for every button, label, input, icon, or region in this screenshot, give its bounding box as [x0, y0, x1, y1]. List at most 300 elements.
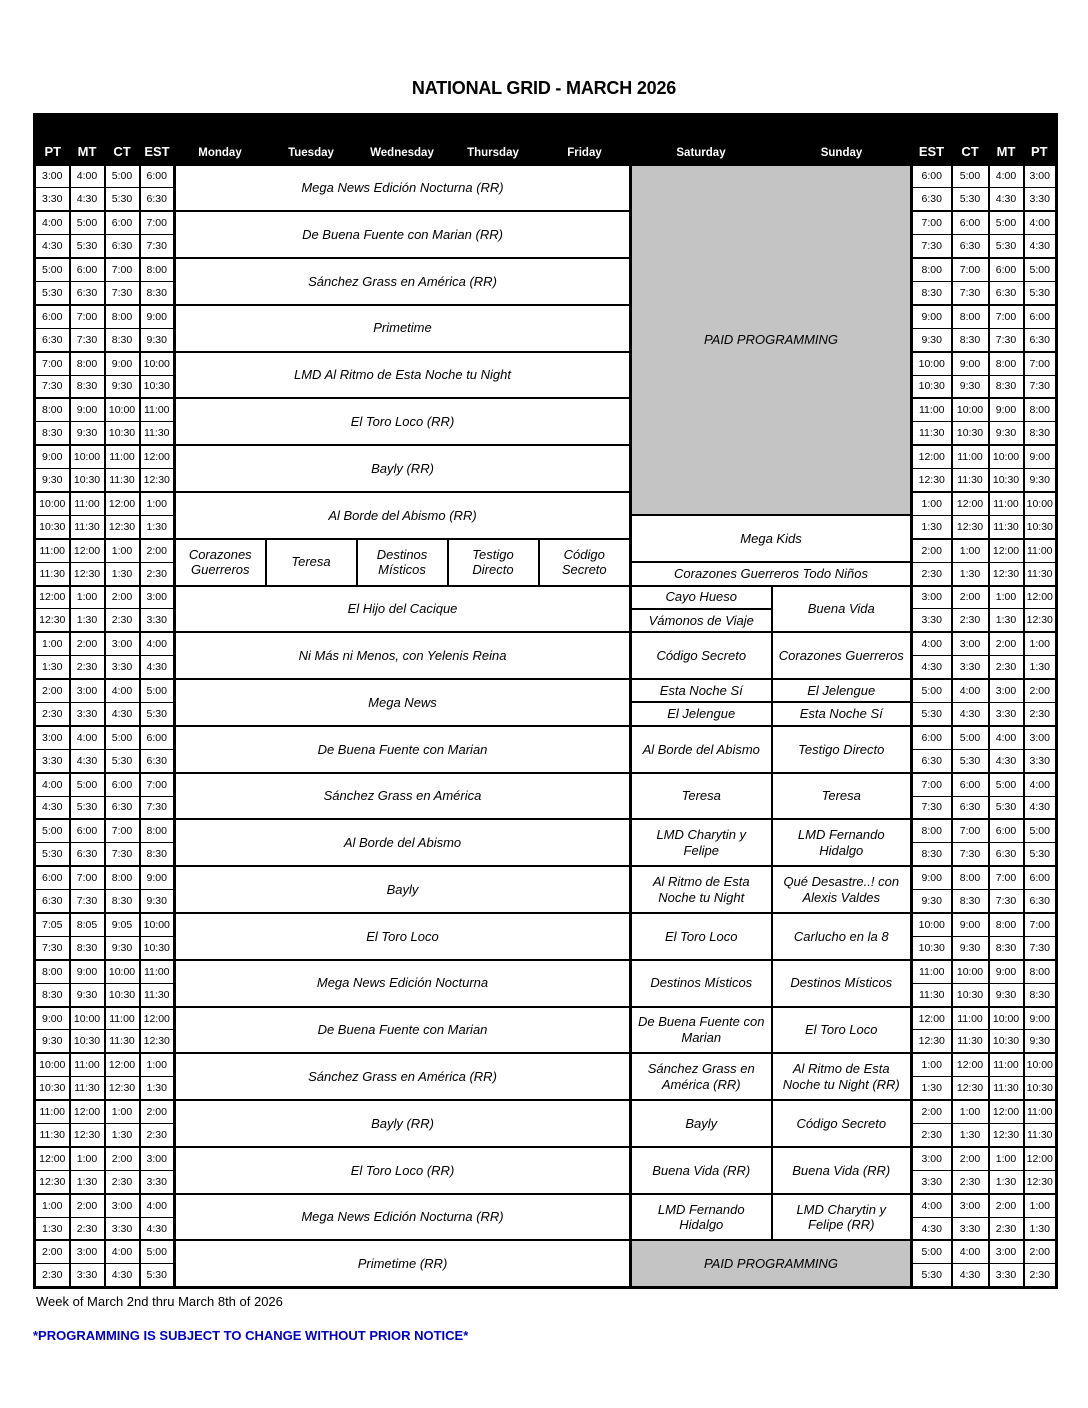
time-cell-left: 9:00: [140, 305, 175, 328]
time-cell-right: 1:00: [952, 1100, 989, 1123]
time-cell-left: 10:30: [70, 1030, 105, 1053]
time-cell-left: 1:30: [140, 1077, 175, 1100]
time-cell-right: 9:00: [952, 352, 989, 375]
time-cell-right: 6:30: [1024, 890, 1057, 913]
time-cell-right: 12:00: [912, 1007, 952, 1030]
time-cell-right: 10:00: [1024, 492, 1057, 515]
time-cell-left: 5:30: [105, 749, 140, 772]
time-cell-left: 11:00: [70, 492, 105, 515]
time-cell-left: 5:00: [140, 1240, 175, 1263]
time-cell-left: 6:30: [140, 749, 175, 772]
time-cell-right: 6:30: [989, 843, 1024, 866]
time-cell-right: 12:00: [989, 539, 1024, 562]
time-cell-right: 12:30: [1024, 609, 1057, 632]
time-cell-left: 5:30: [70, 796, 105, 819]
time-cell-left: 10:00: [105, 398, 140, 421]
time-cell-right: 11:00: [912, 398, 952, 421]
time-cell-left: 6:30: [105, 235, 140, 258]
time-cell-left: 4:00: [140, 1194, 175, 1217]
time-cell-left: 10:00: [35, 492, 70, 515]
time-cell-right: 7:00: [989, 866, 1024, 889]
time-cell-right: 4:30: [1024, 235, 1057, 258]
time-cell-left: 7:30: [105, 281, 140, 304]
time-cell-right: 5:00: [952, 165, 989, 188]
time-cell-left: 2:00: [105, 586, 140, 609]
time-cell-left: 8:00: [70, 352, 105, 375]
time-cell-right: 8:00: [912, 258, 952, 281]
time-cell-right: 4:00: [952, 679, 989, 702]
time-cell-left: 8:30: [140, 281, 175, 304]
header-est-left: EST: [140, 115, 175, 165]
time-cell-left: 1:00: [35, 1194, 70, 1217]
time-cell-left: 7:00: [70, 866, 105, 889]
time-cell-left: 11:30: [35, 562, 70, 585]
header-est-right: EST: [912, 115, 952, 165]
time-cell-left: 4:00: [140, 632, 175, 655]
program-cell-weekday: Bayly (RR): [175, 445, 631, 492]
time-cell-left: 11:00: [105, 1007, 140, 1030]
program-cell-weekend: Mega Kids: [631, 515, 912, 562]
time-cell-left: 7:30: [35, 936, 70, 959]
header-friday: Friday: [539, 115, 631, 165]
time-cell-left: 9:00: [105, 352, 140, 375]
time-cell-right: 5:00: [989, 773, 1024, 796]
time-cell-right: 8:30: [989, 936, 1024, 959]
header-tuesday: Tuesday: [266, 115, 357, 165]
time-cell-left: 8:00: [35, 398, 70, 421]
program-cell-weekday: Primetime (RR): [175, 1240, 631, 1287]
program-cell-sunday: LMD Charytin y Felipe (RR): [772, 1194, 912, 1241]
time-cell-right: 3:00: [1024, 726, 1057, 749]
time-cell-left: 4:30: [140, 656, 175, 679]
time-cell-right: 11:00: [912, 960, 952, 983]
change-notice: *PROGRAMMING IS SUBJECT TO CHANGE WITHOUT PRIOR NOTICE*: [33, 1328, 469, 1343]
time-cell-right: 2:00: [989, 632, 1024, 655]
time-cell-right: 9:00: [989, 398, 1024, 421]
time-cell-right: 2:30: [1024, 1264, 1057, 1287]
time-cell-left: 5:30: [35, 843, 70, 866]
time-cell-right: 5:30: [1024, 843, 1057, 866]
program-cell-weekday: Código Secreto: [539, 539, 631, 586]
time-cell-right: 6:00: [952, 773, 989, 796]
time-cell-left: 6:00: [70, 819, 105, 842]
time-cell-left: 1:30: [105, 562, 140, 585]
time-cell-right: 10:30: [952, 422, 989, 445]
time-cell-left: 7:00: [105, 258, 140, 281]
time-cell-right: 2:30: [952, 1170, 989, 1193]
time-cell-right: 10:00: [1024, 1053, 1057, 1076]
program-cell-saturday: Sánchez Grass en América (RR): [631, 1053, 772, 1100]
grid-row: [35, 773, 1057, 796]
time-cell-right: 1:00: [1024, 632, 1057, 655]
program-cell-weekend: Corazones Guerreros Todo Niños: [631, 562, 912, 585]
time-cell-left: 9:30: [70, 422, 105, 445]
time-cell-left: 7:30: [35, 375, 70, 398]
time-cell-left: 4:00: [70, 726, 105, 749]
time-cell-right: 5:30: [989, 796, 1024, 819]
time-cell-right: 4:00: [952, 1240, 989, 1263]
time-cell-left: 7:00: [140, 773, 175, 796]
grid-row: [35, 165, 1057, 188]
time-cell-right: 1:30: [912, 515, 952, 538]
time-cell-left: 1:00: [140, 1053, 175, 1076]
time-cell-left: 9:30: [140, 328, 175, 351]
time-cell-right: 2:30: [952, 609, 989, 632]
time-cell-left: 2:00: [140, 1100, 175, 1123]
time-cell-right: 3:00: [989, 679, 1024, 702]
time-cell-left: 2:30: [105, 609, 140, 632]
program-cell-saturday: El Toro Loco: [631, 913, 772, 960]
time-cell-left: 5:00: [105, 726, 140, 749]
time-cell-left: 6:00: [35, 305, 70, 328]
program-cell-saturday: Al Ritmo de Esta Noche tu Night: [631, 866, 772, 913]
time-cell-right: 10:00: [912, 913, 952, 936]
time-cell-right: 3:30: [912, 609, 952, 632]
time-cell-right: 6:00: [1024, 866, 1057, 889]
time-cell-left: 3:30: [140, 609, 175, 632]
time-cell-left: 5:30: [105, 188, 140, 211]
time-cell-left: 1:00: [70, 586, 105, 609]
time-cell-left: 3:00: [70, 1240, 105, 1263]
program-cell-sunday: LMD Fernando Hidalgo: [772, 819, 912, 866]
time-cell-right: 5:30: [952, 749, 989, 772]
program-cell-weekday: De Buena Fuente con Marian: [175, 1007, 631, 1054]
time-cell-left: 6:30: [70, 281, 105, 304]
time-cell-left: 7:00: [140, 211, 175, 234]
time-cell-right: 8:00: [952, 866, 989, 889]
time-cell-right: 3:30: [1024, 749, 1057, 772]
grid-row: [35, 1100, 1057, 1123]
header-pt-left: PT: [35, 115, 70, 165]
time-cell-left: 3:00: [35, 726, 70, 749]
time-cell-right: 6:00: [912, 165, 952, 188]
time-cell-right: 5:00: [952, 726, 989, 749]
time-cell-right: 4:30: [1024, 796, 1057, 819]
grid-row: [35, 960, 1057, 983]
time-cell-left: 3:00: [140, 586, 175, 609]
time-cell-right: 7:00: [989, 305, 1024, 328]
program-cell-weekday: Mega News Edición Nocturna (RR): [175, 165, 631, 212]
time-cell-left: 3:00: [35, 165, 70, 188]
time-cell-right: 5:00: [912, 1240, 952, 1263]
time-cell-right: 1:00: [989, 1147, 1024, 1170]
time-cell-right: 11:00: [1024, 539, 1057, 562]
program-cell-sunday: Corazones Guerreros: [772, 632, 912, 679]
program-cell-weekday: De Buena Fuente con Marian (RR): [175, 211, 631, 258]
time-cell-left: 4:30: [105, 702, 140, 725]
time-cell-right: 1:30: [989, 1170, 1024, 1193]
time-cell-left: 12:00: [105, 1053, 140, 1076]
time-cell-left: 3:30: [105, 656, 140, 679]
time-cell-left: 3:00: [140, 1147, 175, 1170]
grid-row: [35, 586, 1057, 609]
grid-row: [35, 1053, 1057, 1076]
time-cell-left: 12:00: [35, 1147, 70, 1170]
program-cell-weekday: Bayly: [175, 866, 631, 913]
time-cell-right: 12:30: [1024, 1170, 1057, 1193]
time-cell-left: 2:30: [70, 1217, 105, 1240]
grid-row: [35, 866, 1057, 889]
time-cell-left: 11:30: [105, 469, 140, 492]
time-cell-left: 7:05: [35, 913, 70, 936]
program-cell-sunday: Buena Vida: [772, 586, 912, 633]
program-cell-weekday: Al Borde del Abismo: [175, 819, 631, 866]
time-cell-right: 11:00: [952, 1007, 989, 1030]
time-cell-right: 5:30: [989, 235, 1024, 258]
time-cell-left: 7:00: [70, 305, 105, 328]
time-cell-left: 2:00: [140, 539, 175, 562]
time-cell-left: 2:00: [70, 1194, 105, 1217]
program-cell-saturday: Destinos Místicos: [631, 960, 772, 1007]
program-cell-saturday: Esta Noche Sí: [631, 679, 772, 702]
time-cell-left: 6:30: [35, 328, 70, 351]
time-cell-right: 8:00: [952, 305, 989, 328]
program-cell-sunday: El Toro Loco: [772, 1007, 912, 1054]
time-cell-left: 11:30: [140, 983, 175, 1006]
paid-programming-cell: PAID PROGRAMMING: [631, 1240, 912, 1287]
time-cell-right: 4:00: [912, 1194, 952, 1217]
time-cell-left: 10:30: [140, 375, 175, 398]
time-cell-right: 5:00: [1024, 819, 1057, 842]
time-cell-right: 6:30: [1024, 328, 1057, 351]
time-cell-left: 1:00: [105, 1100, 140, 1123]
time-cell-right: 12:30: [912, 469, 952, 492]
time-cell-left: 4:00: [105, 1240, 140, 1263]
time-cell-right: 4:00: [989, 165, 1024, 188]
time-cell-left: 8:00: [140, 819, 175, 842]
time-cell-left: 9:30: [105, 936, 140, 959]
time-cell-right: 3:30: [989, 1264, 1024, 1287]
time-cell-left: 7:00: [35, 352, 70, 375]
time-cell-right: 1:30: [1024, 1217, 1057, 1240]
schedule-grid: [33, 113, 1058, 1289]
time-cell-right: 12:00: [952, 492, 989, 515]
time-cell-right: 8:30: [1024, 983, 1057, 1006]
time-cell-right: 3:30: [989, 702, 1024, 725]
time-cell-left: 2:30: [140, 562, 175, 585]
program-cell-sunday: Teresa: [772, 773, 912, 820]
program-cell-sunday: Código Secreto: [772, 1100, 912, 1147]
time-cell-right: 8:30: [952, 890, 989, 913]
time-cell-right: 11:00: [989, 1053, 1024, 1076]
program-cell-saturday: De Buena Fuente con Marian: [631, 1007, 772, 1054]
time-cell-right: 7:00: [952, 258, 989, 281]
time-cell-right: 2:30: [1024, 702, 1057, 725]
time-cell-right: 5:30: [912, 1264, 952, 1287]
time-cell-left: 11:30: [105, 1030, 140, 1053]
time-cell-left: 12:30: [70, 562, 105, 585]
time-cell-right: 5:30: [912, 702, 952, 725]
time-cell-right: 6:00: [952, 211, 989, 234]
time-cell-left: 2:30: [35, 702, 70, 725]
time-cell-right: 4:30: [912, 656, 952, 679]
time-cell-left: 1:30: [140, 515, 175, 538]
time-cell-left: 8:05: [70, 913, 105, 936]
time-cell-left: 6:30: [140, 188, 175, 211]
time-cell-left: 4:30: [140, 1217, 175, 1240]
time-cell-right: 3:00: [952, 1194, 989, 1217]
time-cell-right: 3:00: [989, 1240, 1024, 1263]
time-cell-right: 1:30: [912, 1077, 952, 1100]
time-cell-left: 4:30: [35, 796, 70, 819]
time-cell-right: 9:00: [989, 960, 1024, 983]
time-cell-left: 1:30: [70, 1170, 105, 1193]
program-cell-weekday: Ni Más ni Menos, con Yelenis Reina: [175, 632, 631, 679]
time-cell-left: 8:30: [70, 375, 105, 398]
time-cell-left: 8:00: [140, 258, 175, 281]
program-cell-weekday: Sánchez Grass en América: [175, 773, 631, 820]
time-cell-right: 9:30: [1024, 469, 1057, 492]
time-cell-left: 10:30: [105, 422, 140, 445]
program-cell-weekday: El Toro Loco (RR): [175, 398, 631, 445]
time-cell-left: 10:30: [35, 1077, 70, 1100]
time-cell-right: 9:30: [912, 890, 952, 913]
time-cell-right: 9:30: [989, 983, 1024, 1006]
time-cell-left: 12:00: [70, 1100, 105, 1123]
time-cell-left: 12:30: [35, 609, 70, 632]
time-cell-right: 6:30: [989, 281, 1024, 304]
time-cell-left: 2:00: [70, 632, 105, 655]
time-cell-right: 9:30: [952, 375, 989, 398]
time-cell-left: 4:30: [70, 749, 105, 772]
time-cell-left: 7:30: [140, 796, 175, 819]
time-cell-left: 6:00: [105, 211, 140, 234]
time-cell-right: 2:30: [912, 1124, 952, 1147]
time-cell-right: 11:30: [989, 515, 1024, 538]
time-cell-right: 9:30: [912, 328, 952, 351]
header-ct-right: CT: [952, 115, 989, 165]
time-cell-right: 2:30: [989, 656, 1024, 679]
program-cell-sunday: Buena Vida (RR): [772, 1147, 912, 1194]
time-cell-right: 1:00: [1024, 1194, 1057, 1217]
time-cell-right: 10:30: [912, 936, 952, 959]
time-cell-right: 1:30: [1024, 656, 1057, 679]
time-cell-right: 12:30: [952, 515, 989, 538]
time-cell-left: 2:30: [105, 1170, 140, 1193]
time-cell-right: 12:00: [1024, 586, 1057, 609]
header-mt-left: MT: [70, 115, 105, 165]
time-cell-left: 8:30: [35, 983, 70, 1006]
time-cell-left: 11:30: [70, 1077, 105, 1100]
time-cell-left: 9:30: [140, 890, 175, 913]
time-cell-left: 2:00: [35, 1240, 70, 1263]
time-cell-left: 11:00: [70, 1053, 105, 1076]
time-cell-left: 10:00: [105, 960, 140, 983]
time-cell-right: 12:30: [912, 1030, 952, 1053]
time-cell-right: 6:30: [952, 796, 989, 819]
time-cell-left: 8:00: [105, 305, 140, 328]
time-cell-right: 7:00: [1024, 913, 1057, 936]
time-cell-right: 12:30: [989, 562, 1024, 585]
time-cell-right: 3:30: [1024, 188, 1057, 211]
time-cell-right: 10:30: [989, 469, 1024, 492]
time-cell-left: 6:00: [35, 866, 70, 889]
time-cell-left: 10:00: [70, 1007, 105, 1030]
time-cell-right: 8:00: [989, 352, 1024, 375]
time-cell-left: 3:30: [70, 1264, 105, 1287]
time-cell-left: 3:00: [105, 1194, 140, 1217]
time-cell-left: 9:05: [105, 913, 140, 936]
time-cell-right: 7:30: [952, 843, 989, 866]
time-cell-left: 3:30: [140, 1170, 175, 1193]
time-cell-right: 2:00: [989, 1194, 1024, 1217]
time-cell-right: 1:00: [912, 1053, 952, 1076]
program-cell-saturday: Teresa: [631, 773, 772, 820]
header-pt-right: PT: [1024, 115, 1057, 165]
time-cell-right: 11:30: [1024, 562, 1057, 585]
program-cell-saturday: Código Secreto: [631, 632, 772, 679]
time-cell-left: 5:30: [140, 702, 175, 725]
time-cell-left: 9:30: [35, 1030, 70, 1053]
time-cell-right: 3:00: [952, 632, 989, 655]
time-cell-right: 7:30: [989, 890, 1024, 913]
time-cell-right: 8:30: [912, 843, 952, 866]
time-cell-left: 9:00: [70, 398, 105, 421]
time-cell-left: 1:00: [35, 632, 70, 655]
time-cell-right: 7:30: [1024, 375, 1057, 398]
grid-row: [35, 726, 1057, 749]
time-cell-left: 11:00: [35, 539, 70, 562]
time-cell-left: 5:00: [105, 165, 140, 188]
program-cell-weekday: Mega News Edición Nocturna (RR): [175, 1194, 631, 1241]
program-cell-saturday: LMD Fernando Hidalgo: [631, 1194, 772, 1241]
time-cell-left: 8:30: [105, 328, 140, 351]
program-cell-weekday: Corazones Guerreros: [175, 539, 266, 586]
time-cell-left: 2:30: [35, 1264, 70, 1287]
time-cell-right: 5:00: [989, 211, 1024, 234]
time-cell-left: 6:00: [70, 258, 105, 281]
time-cell-right: 8:00: [989, 913, 1024, 936]
program-cell-weekday: Sánchez Grass en América (RR): [175, 258, 631, 305]
time-cell-left: 10:30: [105, 983, 140, 1006]
time-cell-right: 2:30: [989, 1217, 1024, 1240]
time-cell-right: 7:30: [1024, 936, 1057, 959]
time-cell-left: 3:30: [35, 188, 70, 211]
time-cell-left: 1:30: [35, 1217, 70, 1240]
program-cell-saturday: Vámonos de Viaje: [631, 609, 772, 632]
time-cell-left: 2:00: [35, 679, 70, 702]
time-cell-left: 7:30: [140, 235, 175, 258]
time-cell-right: 7:30: [912, 796, 952, 819]
time-cell-right: 10:00: [912, 352, 952, 375]
program-cell-weekday: El Toro Loco: [175, 913, 631, 960]
program-cell-sunday: Qué Desastre..! con Alexis Valdes: [772, 866, 912, 913]
time-cell-right: 10:30: [989, 1030, 1024, 1053]
time-cell-right: 6:00: [989, 258, 1024, 281]
time-cell-right: 3:30: [912, 1170, 952, 1193]
time-cell-left: 8:30: [105, 890, 140, 913]
program-cell-saturday: Cayo Hueso: [631, 586, 772, 609]
time-cell-left: 10:30: [140, 936, 175, 959]
time-cell-right: 12:00: [989, 1100, 1024, 1123]
program-cell-saturday: Buena Vida (RR): [631, 1147, 772, 1194]
program-cell-saturday: El Jelengue: [631, 702, 772, 725]
time-cell-left: 6:30: [70, 843, 105, 866]
time-cell-left: 10:00: [35, 1053, 70, 1076]
time-cell-left: 7:30: [70, 328, 105, 351]
program-cell-weekday: Testigo Directo: [448, 539, 539, 586]
time-cell-left: 12:30: [140, 1030, 175, 1053]
time-cell-left: 4:30: [70, 188, 105, 211]
time-cell-right: 10:30: [1024, 1077, 1057, 1100]
time-cell-left: 11:30: [140, 422, 175, 445]
schedule-body: [35, 165, 1057, 1288]
time-cell-left: 11:00: [140, 398, 175, 421]
time-cell-right: 11:30: [912, 983, 952, 1006]
time-cell-right: 6:00: [989, 819, 1024, 842]
program-cell-weekday: Al Borde del Abismo (RR): [175, 492, 631, 539]
grid-row: [35, 1147, 1057, 1170]
